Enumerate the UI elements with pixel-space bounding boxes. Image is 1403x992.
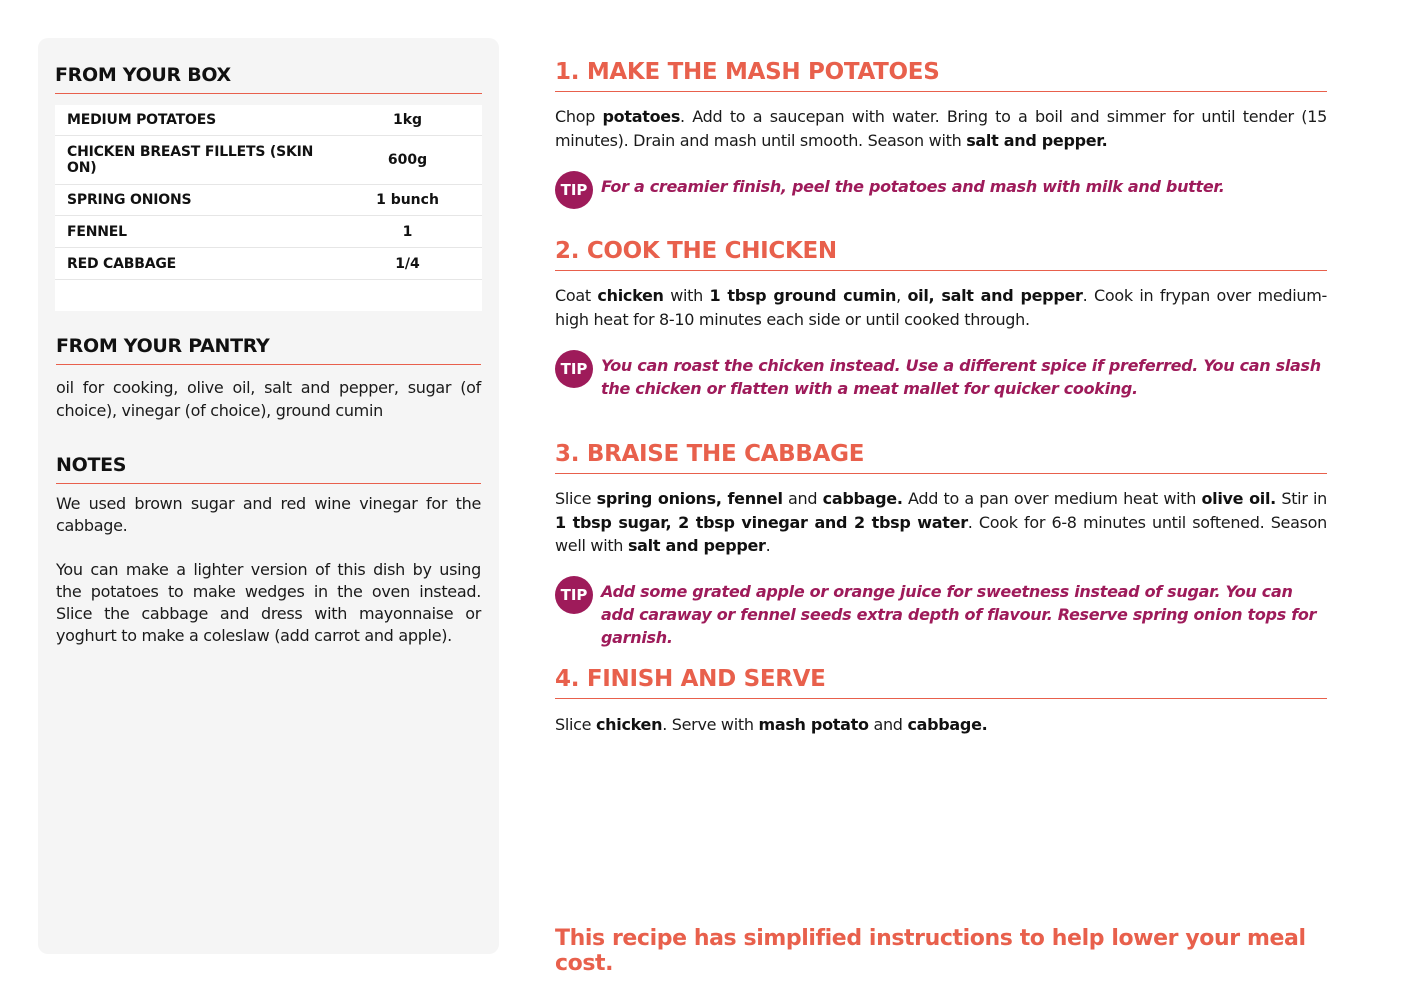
text-run: Stir in: [1275, 489, 1327, 508]
notes-heading: NOTES: [56, 454, 481, 484]
ingredient-qty: 1/4: [395, 255, 420, 272]
bold-ingredient: chicken: [597, 286, 664, 305]
bold-ingredient: salt and pepper: [627, 536, 766, 555]
note-text: We used brown sugar and red wine vinegar for the cabbage.: [56, 494, 481, 535]
bold-ingredient: spring onions, fennel: [596, 489, 783, 508]
ingredients-table: [55, 105, 482, 311]
tip-badge: TIP: [555, 171, 593, 209]
pantry-text: oil for cooking, olive oil, salt and pepper, sugar (of choice), vinegar (of choice), ground cumin: [56, 378, 481, 420]
text-run: . Cook for 6-8 minutes until softened. Season well with: [555, 512, 1327, 555]
text-run: with: [663, 286, 710, 305]
bold-ingredient: potatoes: [602, 107, 681, 126]
step-3-heading: 3. BRAISE THE CABBAGE: [555, 441, 1327, 474]
step-2-heading: 2. COOK THE CHICKEN: [555, 238, 1327, 271]
table-row: [55, 105, 482, 136]
text-run: . Cook in frypan over medium-high heat for 8-10 minutes each side or until cooked through.: [555, 286, 1327, 329]
bold-ingredient: oil, salt and pepper: [907, 286, 1083, 305]
step-1-heading: 1. MAKE THE MASH POTATOES: [555, 59, 1327, 92]
ingredient-name: RED CABBAGE: [67, 255, 176, 272]
text-run: Coat: [555, 286, 598, 305]
text-run: . Add to a saucepan with water. Bring to a boil and simmer for until tender (15 minutes). Drain and mash until smooth. Season with: [555, 107, 1327, 150]
step-1-tip: [555, 175, 1327, 209]
ingredient-qty: 1: [402, 223, 413, 240]
ingredient-qty: 1kg: [392, 112, 423, 128]
ingredient-name: MEDIUM POTATOES: [67, 112, 216, 128]
tip-badge: TIP: [555, 576, 593, 614]
text-run: Chop: [555, 107, 603, 126]
text-run: . Serve with: [662, 715, 759, 734]
text-run: Add to a pan over medium heat with: [902, 489, 1202, 508]
bold-ingredient: cabbage.: [907, 715, 988, 734]
step-3-tip: [555, 580, 1327, 649]
step-4-heading: 4. FINISH AND SERVE: [555, 666, 1327, 699]
tip-badge: TIP: [555, 350, 593, 388]
tip-text: Add some grated apple or orange juice for sweetness instead of sugar. You can add caraway or fennel seeds extra depth of flavour. Reserve spring onion tops for garnish.: [601, 582, 1317, 647]
ingredients-panel: [38, 38, 499, 954]
step-1-text: [555, 105, 1327, 152]
text-run: ,: [896, 286, 908, 305]
table-row: [55, 185, 482, 216]
ingredient-qty: 1 bunch: [376, 192, 439, 208]
ingredient-name: SPRING ONIONS: [67, 192, 192, 208]
text-run: Slice: [555, 715, 596, 734]
table-row: [55, 216, 482, 248]
step-2-text: [555, 284, 1327, 331]
text-run: .: [765, 536, 771, 555]
ingredient-qty: 600g: [387, 152, 428, 168]
text-run: and: [868, 715, 908, 734]
bold-ingredient: chicken: [595, 715, 663, 734]
table-row: [55, 248, 482, 280]
bold-ingredient: salt and pepper.: [966, 130, 1108, 150]
from-your-box-heading: FROM YOUR BOX: [55, 64, 482, 94]
step-4-text: [555, 713, 1327, 737]
bold-ingredient: 1 tbsp ground cumin: [709, 286, 897, 305]
bold-ingredient: olive oil.: [1201, 489, 1276, 508]
tip-text: You can roast the chicken instead. Use a different spice if preferred. You can slash the chicken or flatten with a meat mallet for quicker cooking.: [601, 356, 1321, 398]
text-run: and: [782, 489, 823, 508]
footer-note: This recipe has simplified instructions to help lower your meal cost.: [555, 926, 1306, 976]
step-2-tip: [555, 354, 1327, 400]
tip-text: For a creamier finish, peel the potatoes and mash with milk and butter.: [601, 177, 1225, 196]
from-your-pantry-heading: FROM YOUR PANTRY: [56, 335, 481, 365]
table-row: [55, 136, 482, 185]
ingredient-name: CHICKEN BREAST FILLETS (SKIN ON): [67, 144, 314, 176]
bold-ingredient: mash potato: [758, 715, 869, 734]
text-run: Slice: [555, 489, 597, 508]
ingredient-name: FENNEL: [67, 223, 127, 240]
step-3-text: [555, 487, 1327, 558]
note-text: You can make a lighter version of this dish by using the potatoes to make wedges in the oven instead. Slice the cabbage and dress with mayonnaise or yoghurt to make a coleslaw (add carrot and apple).: [56, 560, 481, 645]
bold-ingredient: 1 tbsp sugar, 2 tbsp vinegar and 2 tbsp water: [555, 512, 968, 532]
bold-ingredient: cabbage.: [822, 489, 903, 508]
